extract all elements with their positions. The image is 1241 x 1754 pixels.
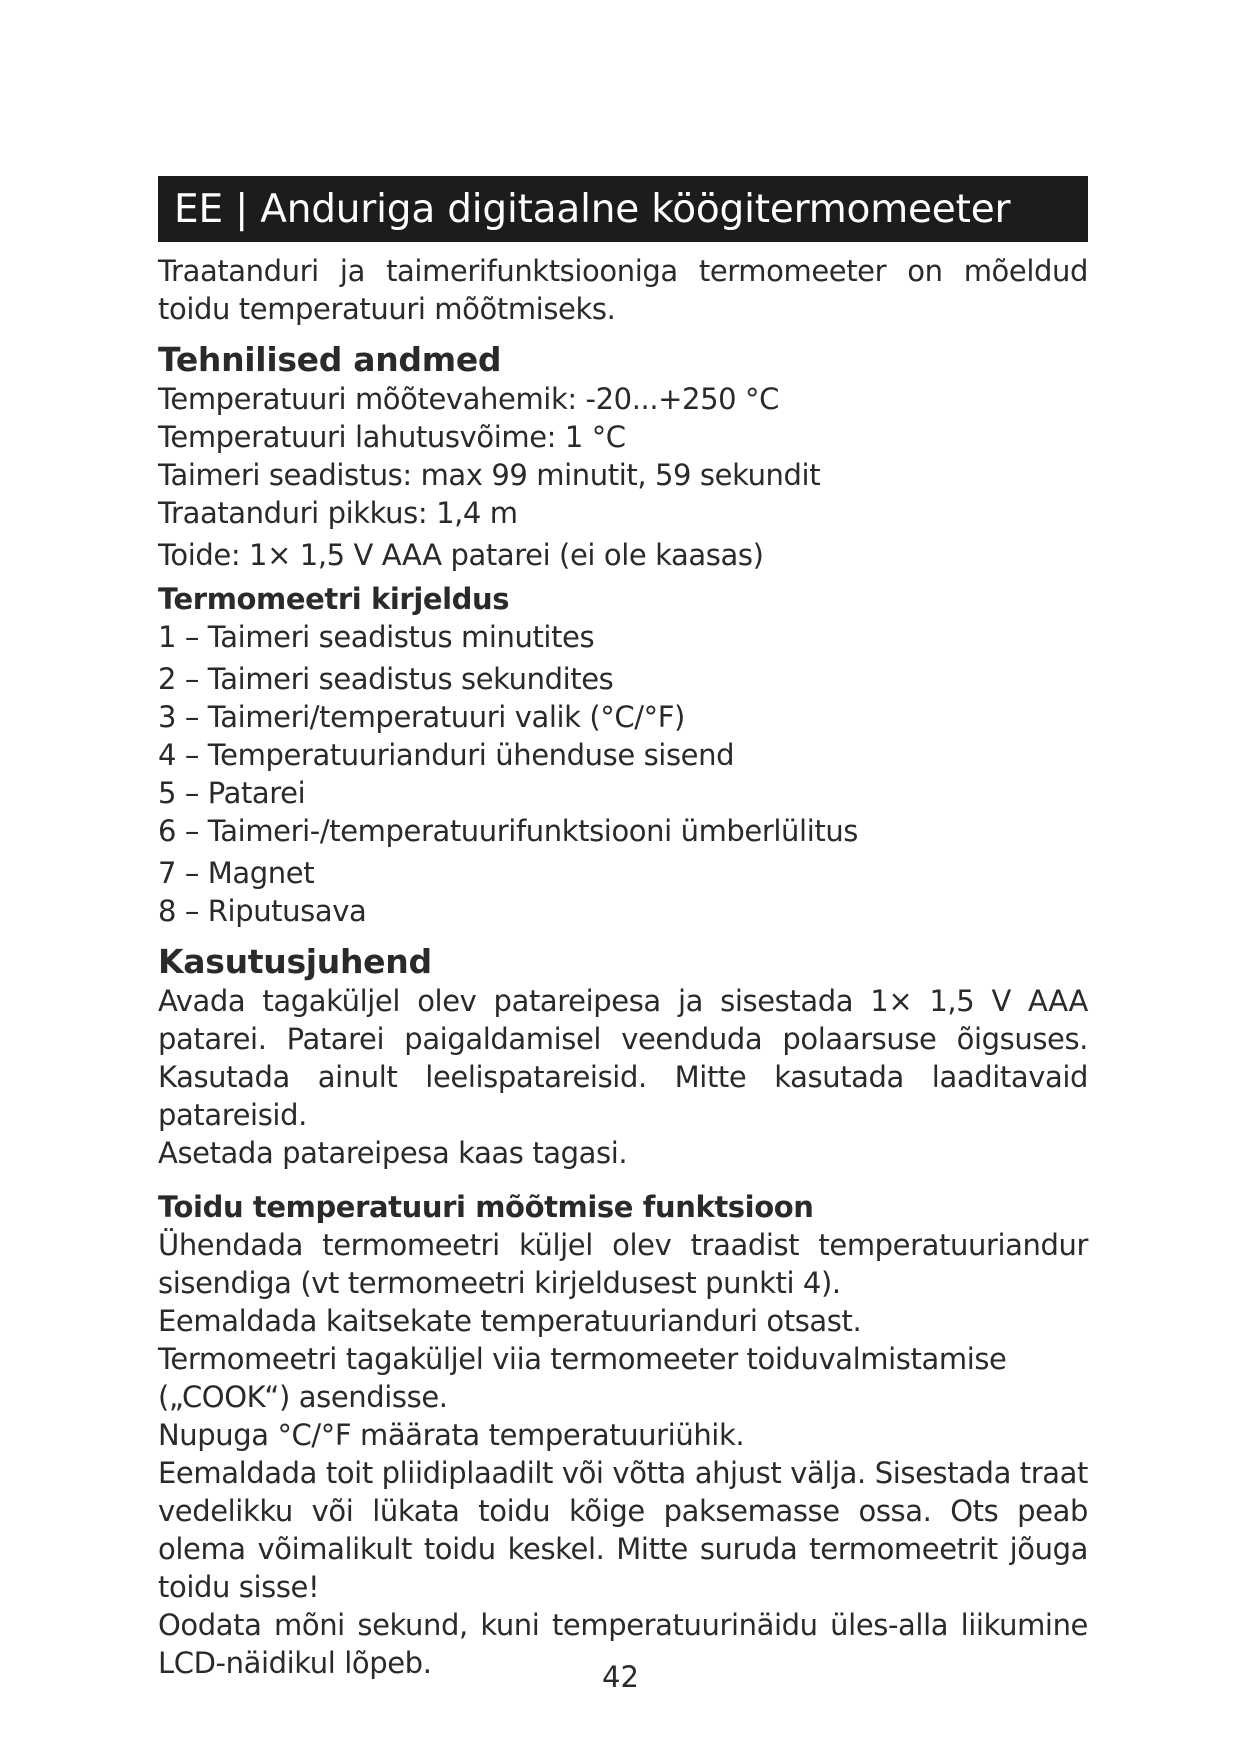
measure-paragraph: Ühendada termomeetri küljel olev traadist temperatuuriandur sisendiga (vt termomeetri kirjeldusest punkti 4).: [158, 1228, 1088, 1300]
page-content: [158, 176, 1088, 1682]
measure-paragraph: Nupuga °C/°F määrata temperatuuriühik.: [158, 1418, 745, 1452]
page-title: EE | Anduriga digitaalne köögitermomeeter: [158, 176, 1088, 242]
spec-line: Temperatuuri mõõtevahemik: -20...+250 °C: [158, 382, 779, 416]
measure-paragraph: Eemaldada toit pliidiplaadilt või võtta ahjust välja. Sisestada traat vedelikku või lükata toidu kõige paksemasse ossa. Ots peab olema võimalikult toidu keskel. Mitte suruda termomeetrit jõuga toidu sisse!: [158, 1456, 1088, 1604]
list-item: 4 – Temperatuurianduri ühenduse sisend: [158, 738, 735, 772]
spec-line: Toide: 1× 1,5 V AAA patarei (ei ole kaasas): [158, 538, 764, 572]
measure-paragraph: Oodata mõni sekund, kuni temperatuurinäidu üles-alla liikumine LCD-näidikul lõpeb.: [158, 1608, 1088, 1680]
measure-paragraph: Termomeetri tagaküljel viia termomeeter toiduvalmistamise („COOK“) asendisse.: [158, 1342, 1007, 1414]
tech-specs-list: [158, 380, 1088, 574]
list-item: 3 – Taimeri/temperatuuri valik (°C/°F): [158, 700, 685, 734]
list-item: 5 – Patarei: [158, 776, 306, 810]
list-item: 6 – Taimeri-/temperatuurifunktsiooni ümberlülitus: [158, 814, 859, 848]
tech-specs-heading: Tehnilised andmed: [158, 340, 502, 379]
list-item: 2 – Taimeri seadistus sekundites: [158, 662, 614, 696]
intro-paragraph: Traatanduri ja taimerifunktsiooniga termomeeter on mõeldud toidu temperatuuri mõõtmiseks.: [158, 254, 1088, 326]
usage-paragraph: Avada tagaküljel olev patareipesa ja sisestada 1× 1,5 V AAA patarei. Patarei paigaldamisel veenduda polaarsuse õigsuses. Kasutada ainult leelispatareisid. Mitte kasutada laaditavaid patareisid.: [158, 984, 1088, 1132]
spec-line: Temperatuuri lahutusvõime: 1 °C: [158, 420, 626, 454]
list-item: 8 – Riputusava: [158, 894, 367, 928]
usage-heading: Kasutusjuhend: [158, 942, 432, 981]
usage-paragraph: Asetada patareipesa kaas tagasi.: [158, 1136, 628, 1170]
measure-paragraph: Eemaldada kaitsekate temperatuurianduri otsast.: [158, 1304, 862, 1338]
description-list: [158, 618, 1088, 930]
list-item: 1 – Taimeri seadistus minutites: [158, 620, 595, 654]
page-number: 42: [602, 1660, 639, 1694]
list-item: 7 – Magnet: [158, 856, 315, 890]
description-heading: Termomeetri kirjeldus: [158, 582, 510, 616]
spec-line: Traatanduri pikkus: 1,4 m: [158, 496, 518, 530]
measure-heading: Toidu temperatuuri mõõtmise funktsioon: [158, 1190, 814, 1224]
spec-line: Taimeri seadistus: max 99 minutit, 59 sekundit: [158, 458, 821, 492]
